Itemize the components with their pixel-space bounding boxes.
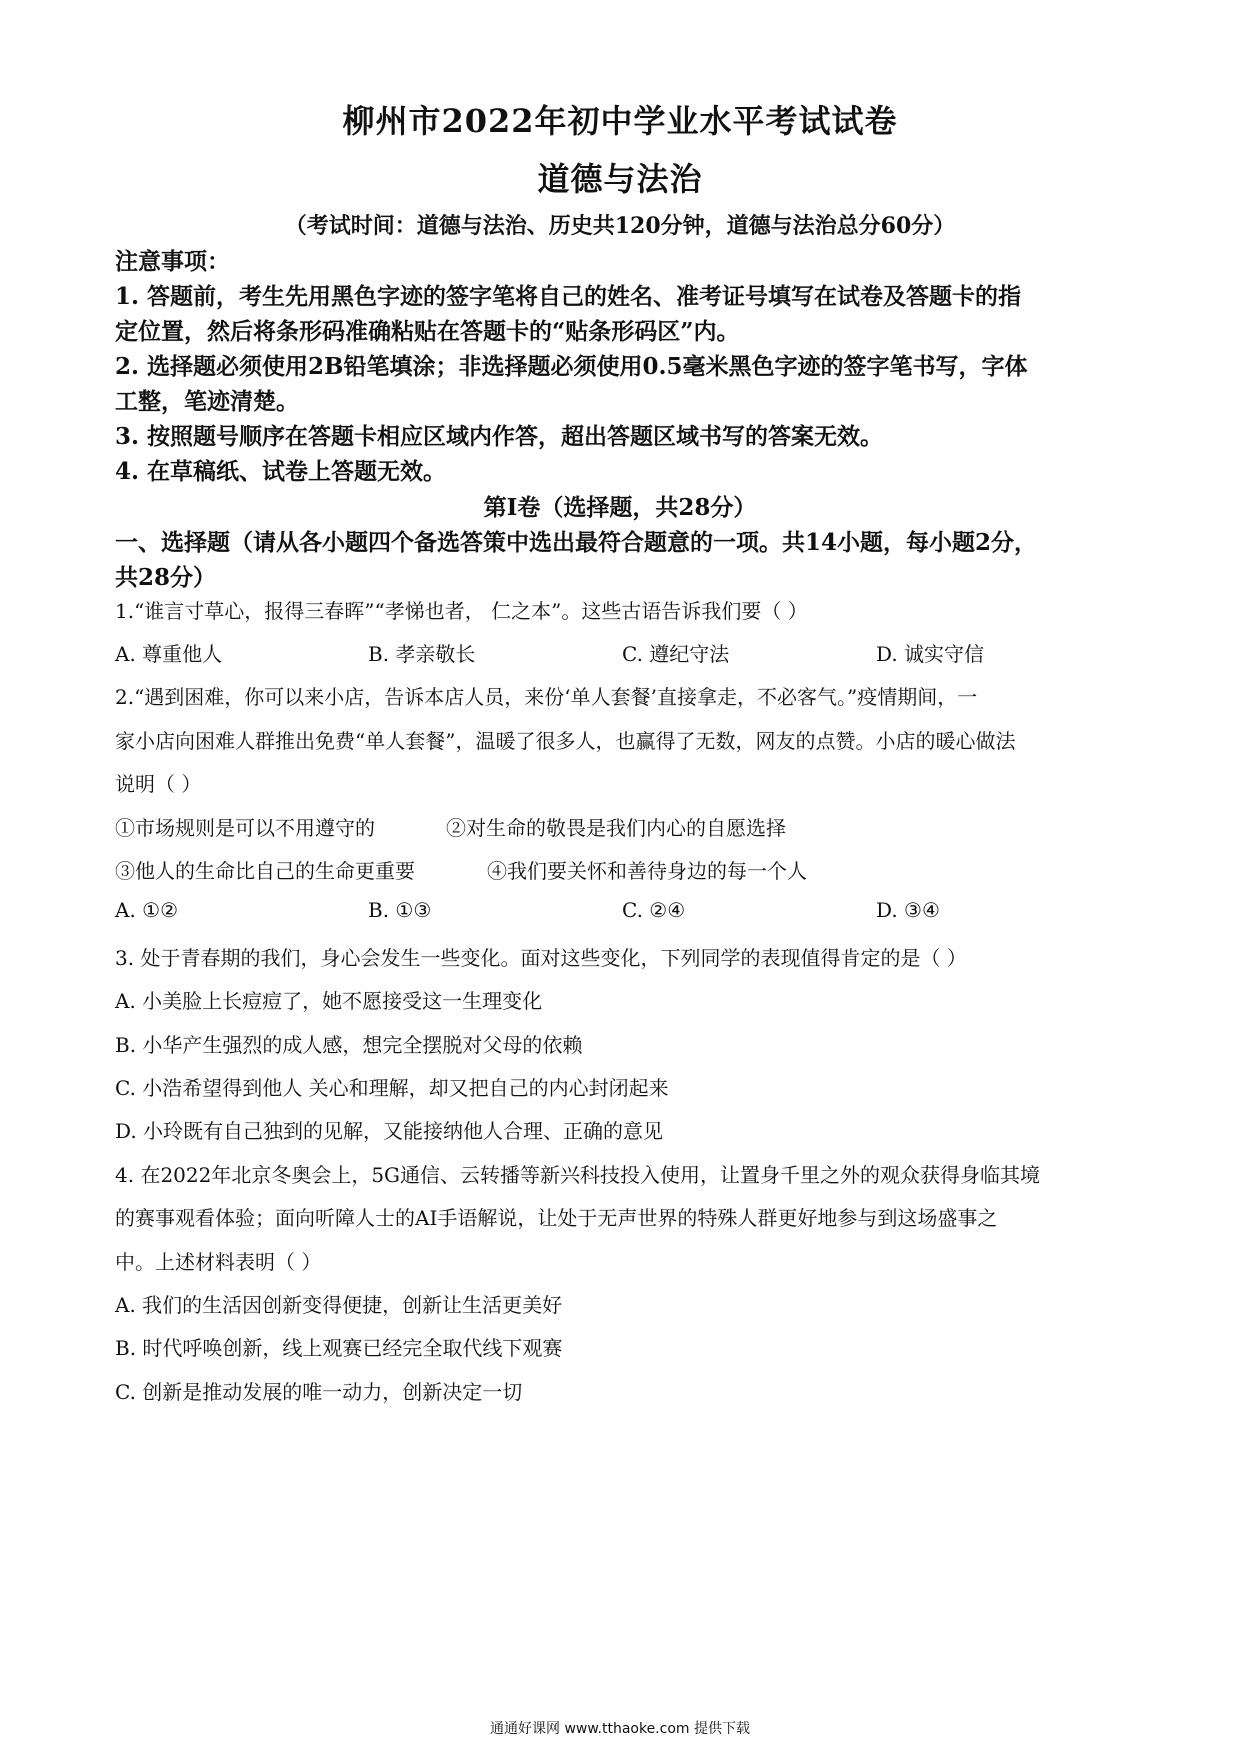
question-3-option-a: A. 小美脸上长痘痘了，她不愿接受这一生理变化 [115,989,543,1013]
question-4-option-c: C. 创新是推动发展的唯一动力，创新决定一切 [115,1380,523,1404]
question-2-statement: ②对生命的敬畏是我们内心的自愿选择 [446,816,786,840]
note-line: 定位置，然后将条形码准确粘贴在答题卡的“贴条形码区”内。 [115,318,740,345]
page-title: 柳州市2022年初中学业水平考试试卷 [342,102,898,140]
question-3-stem: 3. 处于青春期的我们，身心会发生一些变化。面对这些变化，下列同学的表现值得肯定的是（ ） [115,946,967,970]
question-1-stem: 1.“谁言寸草心，报得三春晖”“孝悌也者， 仁之本”。这些古语告诉我们要（ ） [115,599,808,623]
question-4-option-a: A. 我们的生活因创新变得便捷，创新让生活更美好 [115,1293,563,1317]
question-2-option-c: C. ②④ [622,898,686,922]
question-2-option-a: A. ①② [115,898,179,922]
question-2-stem: 说明（ ） [115,772,202,796]
question-3-option-b: B. 小华产生强烈的成人感，想完全摆脱对父母的依赖 [115,1033,583,1057]
question-1-option-b: B. 孝亲敬长 [368,642,476,666]
note-line: 3. 按照题号顺序在答题卡相应区域内作答，超出答题区域书写的答案无效。 [115,423,884,450]
subject-title: 道德与法治 [537,160,703,198]
footer-text: 通通好课网 www.tthaoke.com 提供下载 [490,1721,750,1737]
question-2-stem: 2.“遇到困难，你可以来小店，告诉本店人员，来份‘单人套餐’直接拿走，不必客气。”疫情期间，一 [115,685,978,709]
section-instruction: 一、选择题（请从各小题四个备选答策中选出最符合题意的一项。共14小题，每小题2分， [115,529,1038,556]
question-3-option-c: C. 小浩希望得到他人 关心和理解，却又把自己的内心封闭起来 [115,1076,669,1100]
notes-heading: 注意事项： [115,248,230,275]
question-2-stem: 家小店向困难人群推出免费“单人套餐”，温暖了很多人，也赢得了无数，网友的点赞。小店的暖心做法 [115,729,1016,753]
question-4-stem: 4. 在2022年北京冬奥会上，5G通信、云转播等新兴科技投入使用，让置身千里之外的观众获得身临其境 [115,1163,1041,1187]
note-line: 4. 在草稿纸、试卷上答题无效。 [115,458,447,485]
note-line: 1. 答题前，考生先用黑色字迹的签字笔将自己的姓名、准考证号填写在试卷及答题卡的指 [115,283,1022,310]
question-1-option-d: D. 诚实守信 [876,642,985,666]
question-2-option-b: B. ①③ [368,898,432,922]
question-2-statement: ①市场规则是可以不用遵守的 [115,816,375,840]
question-4-stem: 的赛事观看体验；面向听障人士的AI手语解说，让处于无声世界的特殊人群更好地参与到这场盛事之 [115,1206,998,1230]
question-1-option-a: A. 尊重他人 [115,642,223,666]
note-line: 2. 选择题必须使用2B铅笔填涂；非选择题必须使用0.5毫米黑色字迹的签字笔书写，字体 [115,353,1028,380]
question-3-option-d: D. 小玲既有自己独到的见解，又能接纳他人合理、正确的意见 [115,1119,664,1143]
question-4-stem: 中。上述材料表明（ ） [115,1250,322,1274]
question-2-statement: ④我们要关怀和善待身边的每一个人 [487,859,807,883]
question-2-option-d: D. ③④ [876,898,940,922]
section-title: 第Ⅰ卷（选择题，共28分） [483,494,757,521]
note-line: 工整，笔迹清楚。 [115,388,299,415]
question-2-statement: ③他人的生命比自己的生命更重要 [115,859,415,883]
exam-time: （考试时间：道德与法治、历史共120分钟，道德与法治总分60分） [284,213,956,239]
question-1-option-c: C. 遵纪守法 [622,642,730,666]
question-4-option-b: B. 时代呼唤创新，线上观赛已经完全取代线下观赛 [115,1336,563,1360]
section-instruction: 共28分） [115,564,217,591]
